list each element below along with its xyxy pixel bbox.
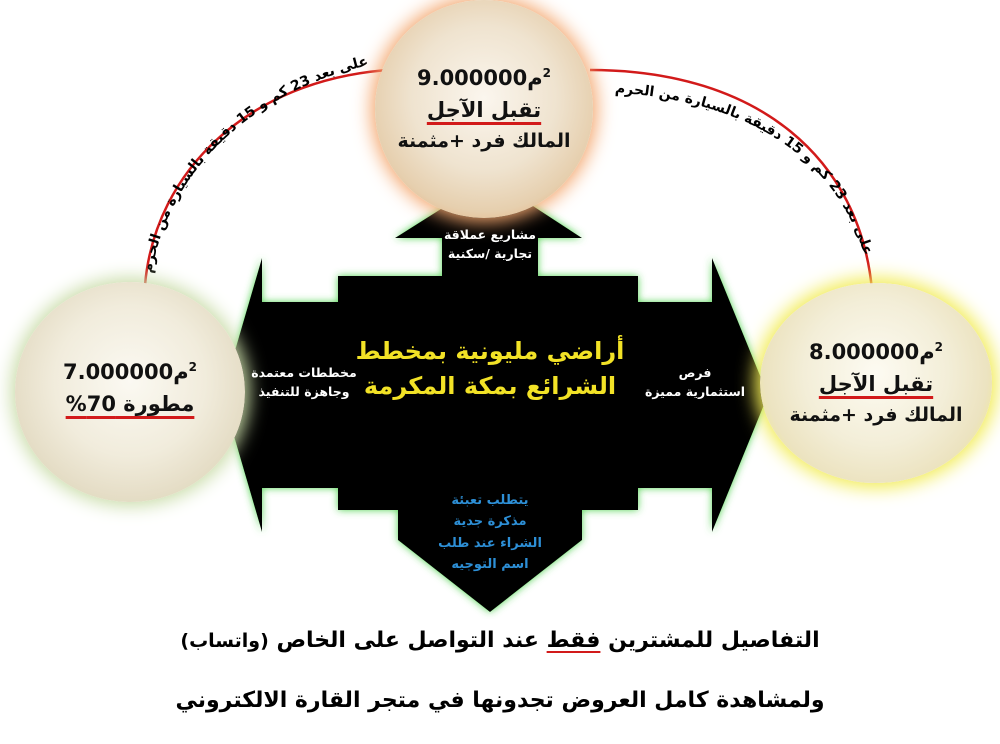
owner-right: المالك فرد +مثمنة <box>789 404 963 426</box>
right-connector-label: على بعد 23 كم و 15 دقيقة بالسيارة من الحرم <box>614 80 876 257</box>
price-left: $^2$م7.000000 <box>62 360 198 384</box>
status-left: مطورة 70% <box>65 392 195 416</box>
circle-left <box>15 282 245 502</box>
owner-top: المالك فرد +مثمنة <box>397 130 571 152</box>
right-arrow-label: فرص استثمارية مميزة <box>644 365 746 399</box>
price-right: $^2$م8.000000 <box>808 340 944 364</box>
circle-right <box>760 283 992 483</box>
down-arrow-label: يتطلب تعبئة مذكرة جدية الشراء عند طلب اسم التوجيه <box>438 493 542 573</box>
footer-line-1: التفاصيل للمشترين فقط عند التواصل على الخاص (واتساب) <box>180 628 820 653</box>
footer-highlight: فقط <box>546 628 601 653</box>
left-arrow-label: مخططات معتمدة وجاهزة للتنفيذ <box>251 365 357 399</box>
terms-top: تقبل الآجل <box>426 98 542 122</box>
circle-top <box>375 0 593 218</box>
left-connector-label: على بعد 23 كم و 15 دقيقة بالسيارة من الحرم <box>139 53 370 275</box>
up-arrow-label: مشاريع عملاقة تجارية /سكنية <box>443 227 537 261</box>
price-top: $^2$م9.000000 <box>416 66 552 90</box>
center-title: أراضي مليونية بمخطط الشرائع بمكة المكرمة <box>355 337 625 400</box>
terms-right: تقبل الآجل <box>818 372 934 396</box>
footer-line-2: ولمشاهدة كامل العروض تجدونها في متجر القارة الالكتروني <box>175 688 825 713</box>
